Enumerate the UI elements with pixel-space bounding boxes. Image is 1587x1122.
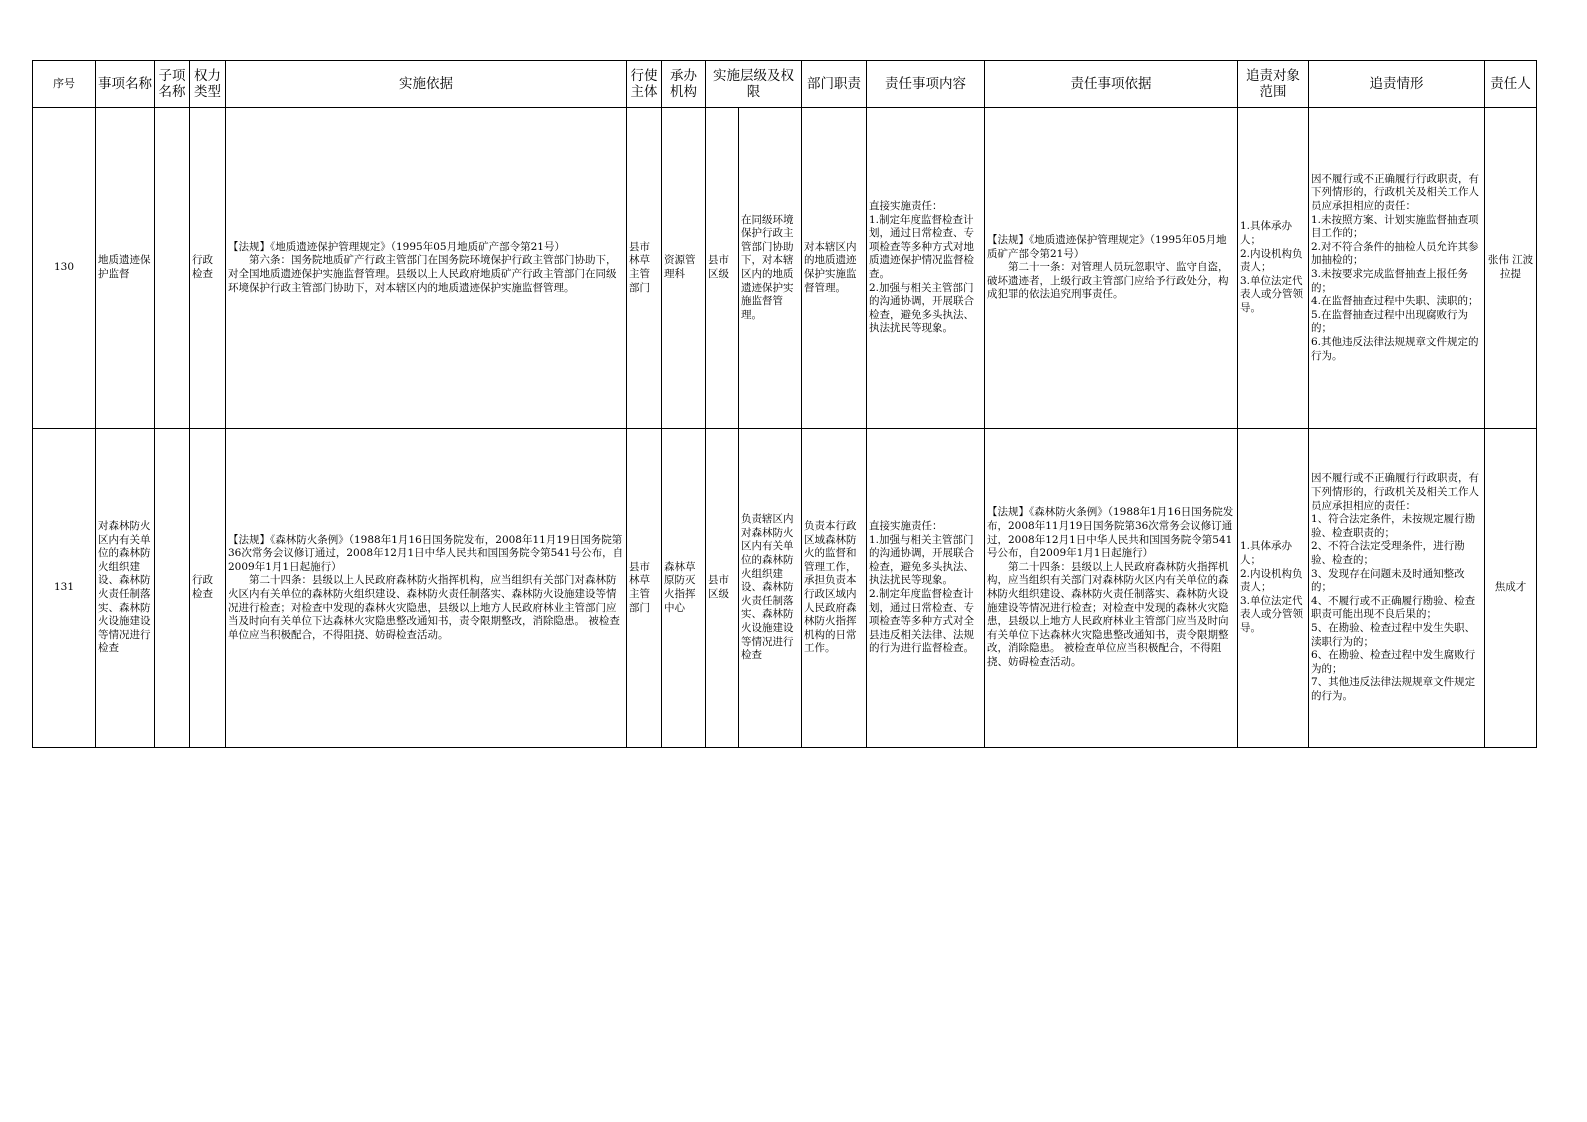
cell-executing-subject: 县市林草主管部门 xyxy=(627,108,662,429)
cell-seq: 130 xyxy=(33,108,96,429)
header-responsibility-content: 责任事项内容 xyxy=(867,61,985,108)
cell-authority: 负责辖区内对森林防火区内有关单位的森林防火组织建设、森林防火责任制落实、森林防火设施建设等情况进行检查 xyxy=(739,429,802,748)
cell-accountability-cases: 因不履行或不正确履行行政职责，有下列情形的，行政机关及相关工作人员应承担相应的责任： 1.未按照方案、计划实施监督抽查项目工作的； 2.对不符合条件的抽检人员允许其参加抽检的； 3.未按要求完成监督抽查上报任务的； 4.在监督抽查过程中失职、渎职的； 5.在监督抽查过程中出现腐败行为的； 6.其他违反法律法规规章文件规定的行为。 xyxy=(1309,108,1485,429)
basis-title: 【法规】《森林防火条例》（1988年1月16日国务院发布，2008年11月19日国务院第36次常务会议修订通过，2008年12月1日中华人民共和国国务院令第541号公布，自2009年1月1日起施行） xyxy=(228,533,624,573)
cell-item-name: 对森林防火区内有关单位的森林防火组织建设、森林防火责任制落实、森林防火设施建设等情况进行检查 xyxy=(96,429,155,748)
table-header-row xyxy=(33,61,1537,108)
cell-basis xyxy=(226,429,627,748)
cell-responsible-person: 张伟 江波拉提 xyxy=(1485,108,1537,429)
cell-level: 县市区级 xyxy=(706,429,739,748)
cell-basis xyxy=(226,108,627,429)
table-row xyxy=(33,108,1537,429)
header-level-authority: 实施层级及权限 xyxy=(706,61,802,108)
cell-power-type: 行政检查 xyxy=(190,108,226,429)
cell-handling-org: 森林草原防灭火指挥中心 xyxy=(662,429,706,748)
cell-accountability-scope: 1.具体承办人； 2.内设机构负责人； 3.单位法定代表人或分管领导。 xyxy=(1238,108,1309,429)
header-power-type: 权力类型 xyxy=(190,61,226,108)
cell-authority: 在同级环境保护行政主管部门协助下，对本辖区内的地质遗迹保护实施监督管理。 xyxy=(739,108,802,429)
table-row xyxy=(33,429,1537,748)
cell-level: 县市区级 xyxy=(706,108,739,429)
cell-accountability-scope: 1.具体承办人； 2.内设机构负责人； 3.单位法定代表人或分管领导。 xyxy=(1238,429,1309,748)
cell-seq: 131 xyxy=(33,429,96,748)
header-sub-item-name: 子项名称 xyxy=(155,61,190,108)
cell-sub-item-name xyxy=(155,108,190,429)
cell-responsibility-content: 直接实施责任： 1.制定年度监督检查计划，通过日常检查、专项检查等多种方式对地质遗迹保护情况监督检查。 2.加强与相关主管部门的沟通协调，开展联合检查，避免多头执法、执法扰民等现象。 xyxy=(867,108,985,429)
resp-basis-title: 【法规】《地质遗迹保护管理规定》（1995年05月地质矿产部令第21号） xyxy=(987,234,1227,260)
header-item-name: 事项名称 xyxy=(96,61,155,108)
power-list-table xyxy=(32,60,1537,748)
header-accountability-scope: 追责对象范围 xyxy=(1238,61,1309,108)
basis-text: 第六条：国务院地质矿产行政主管部门在国务院环境保护行政主管部门协助下，对全国地质遗迹保护实施监督管理。县级以上人民政府地质矿产行政主管部门在同级环境保护行政主管部门协助下，对本辖区内的地质遗迹保护实施监督管理。 xyxy=(228,254,617,294)
basis-title: 【法规】《地质遗迹保护管理规定》（1995年05月地质矿产部令第21号） xyxy=(228,240,565,253)
cell-sub-item-name xyxy=(155,429,190,748)
header-seq: 序号 xyxy=(33,61,96,108)
cell-responsibility-content: 直接实施责任： 1.加强与相关主管部门的沟通协调，开展联合检查，避免多头执法、执法扰民等现象。 2.制定年度监督检查计划，通过日常检查、专项检查等多种方式对全县违反相关法律、法规的行为进行监督检查。 xyxy=(867,429,985,748)
cell-responsible-person: 焦成才 xyxy=(1485,429,1537,748)
cell-executing-subject: 县市林草主管部门 xyxy=(627,429,662,748)
cell-dept-duty: 对本辖区内的地质遗迹保护实施监督管理。 xyxy=(802,108,867,429)
cell-responsibility-basis xyxy=(985,429,1238,748)
header-accountability-cases: 追责情形 xyxy=(1309,61,1485,108)
header-executing-subject: 行使主体 xyxy=(627,61,662,108)
header-responsible-person: 责任人 xyxy=(1485,61,1537,108)
header-dept-duty: 部门职责 xyxy=(802,61,867,108)
cell-power-type: 行政检查 xyxy=(190,429,226,748)
basis-text: 第二十四条：县级以上人民政府森林防火指挥机构，应当组织有关部门对森林防火区内有关单位的森林防火组织建设、森林防火责任制落实、森林防火设施建设等情况进行检查；对检查中发现的森林火灾隐患，县级以上地方人民政府林业主管部门应当及时向有关单位下达森林火灾隐患整改通知书，责令限期整改，消除隐患。 被检查单位应当积极配合，不得阻挠、妨碍检查活动。 xyxy=(228,574,620,641)
header-basis: 实施依据 xyxy=(226,61,627,108)
resp-basis-title: 【法规】《森林防火条例》（1988年1月16日国务院发布，2008年11月19日国务院第36次常务会议修订通过，2008年12月1日中华人民共和国国务院令第541号公布，自2009年1月1日起施行） xyxy=(987,506,1234,560)
cell-accountability-cases: 因不履行或不正确履行行政职责，有下列情形的，行政机关及相关工作人员应承担相应的责任： 1、符合法定条件，未按规定履行勘验、检查职责的； 2、不符合法定受理条件，进行勘验、检查的； 3、发现存在问题未及时通知整改的； 4、不履行或不正确履行勘验、检查职责可能出现不良后果的； 5、在勘验、检查过程中发生失职、渎职行为的； 6、在勘验、检查过程中发生腐败行为的； 7、其他违反法律法规规章文件规定的行为。 xyxy=(1309,429,1485,748)
cell-responsibility-basis xyxy=(985,108,1238,429)
resp-basis-text: 第二十一条：对管理人员玩忽职守、监守自盗，破坏遗迹者，上级行政主管部门应给予行政处分，构成犯罪的依法追究刑事责任。 xyxy=(987,261,1229,301)
resp-basis-text: 第二十四条：县级以上人民政府森林防火指挥机构，应当组织有关部门对森林防火区内有关单位的森林防火组织建设、森林防火责任制落实、森林防火设施建设等情况进行检查；对检查中发现的森林火灾隐患，县级以上地方人民政府林业主管部门应当及时向有关单位下达森林火灾隐患整改通知书，责令限期整改，消除隐患。 被检查单位应当积极配合，不得阻挠、妨碍检查活动。 xyxy=(987,560,1229,668)
cell-handling-org: 资源管理科 xyxy=(662,108,706,429)
header-handling-org: 承办机构 xyxy=(662,61,706,108)
header-responsibility-basis: 责任事项依据 xyxy=(985,61,1238,108)
cell-dept-duty: 负责本行政区域森林防火的监督和管理工作，承担负责本行政区域内人民政府森林防火指挥机构的日常工作。 xyxy=(802,429,867,748)
cell-item-name: 地质遗迹保护监督 xyxy=(96,108,155,429)
